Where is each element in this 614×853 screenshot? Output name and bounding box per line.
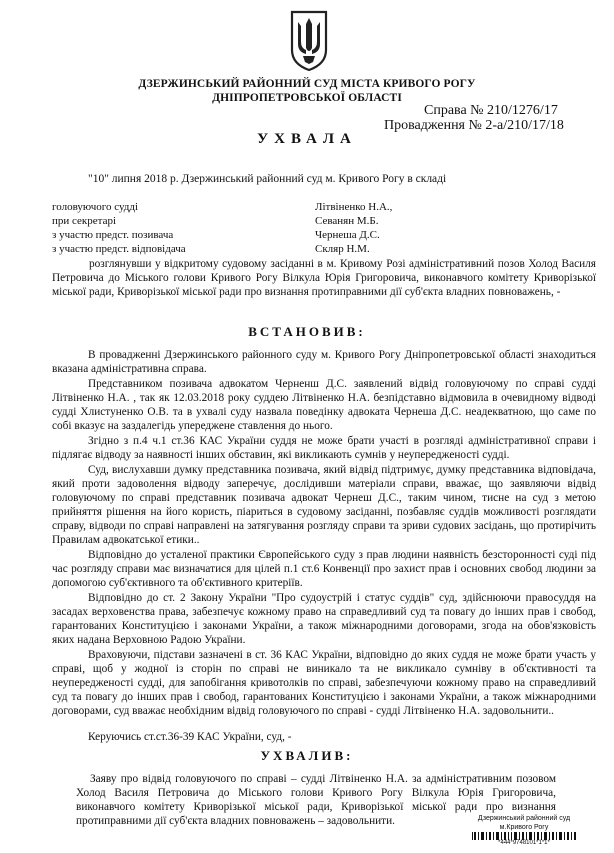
case-number: Справа № 210/1276/17: [424, 103, 558, 118]
court-name-line1: ДЗЕРЖИНСЬКИЙ РАЙОННИЙ СУД МІСТА КРИВОГО РОГУ: [138, 78, 476, 90]
stamp-line2: м.Кривого Рогу: [499, 823, 549, 831]
coat-of-arms-icon: [289, 10, 329, 72]
composition-name: Севанян М.Б.: [315, 215, 379, 227]
document-title: УХВАЛА: [257, 131, 357, 147]
registry-stamp: [470, 815, 578, 832]
date-line: "10" липня 2018 р. Дзержинський районний суд м. Кривого Рогу в складі: [88, 173, 447, 185]
ruling-paragraph: Заяву про відвід головуючого по справі – судді Літвіненко Н.А. за адміністративним позовом Холод Василя Петровича до Міського голови Кривого Рогу Вілкула Юрія Григоровича, виконавчого комітету Криворізької міської ради, Криворізької міської ради про визнання протиправними дії суб'єкта владних повноважень – задовольнити.: [76, 773, 556, 828]
paragraph-2: Представником позивача адвокатом Черненш Д.С. заявлений відвід головуючому по справі судді Літвіненко Н.А. , так як 12.03.2018 року суддею Літвіненко Н.А. безпідставно відмовила в очевидному відводі судді Хлистуненко О.В. та в ухвалі суду назвала поведінку адвоката Чернеша Д.С. неадекватною, що саме по собі вказує на заздалегідь упереджене ставлення до нього.: [52, 378, 596, 433]
composition-role: головуючого судді: [52, 201, 139, 213]
composition-name: Літвіненко Н.А.,: [315, 201, 393, 213]
composition-name: Чернеша Д.С.: [315, 229, 380, 241]
paragraph-6: Відповідно до ст. 2 Закону України "Про судоустрій і статус суддів" суд, здійснюючи правосуддя на засадах верховенства права, забезпечує кожному право на справедливий суд та повагу до інших прав і свобод, гарантованих Конституцією і законами України, а також міжнародними договорами, згода на обов'язковість яких надана Верховною Радою України.: [52, 592, 596, 647]
proceeding-number: Провадження № 2-а/210/17/18: [384, 118, 564, 133]
stamp-line1: Дзержинський районний суд: [477, 815, 571, 822]
barcode-number: *444*9748101*1*1*: [498, 840, 550, 846]
intro-paragraph: розглянувши у відкритому судовому засіданні в м. Кривому Розі адміністративний позов Холод Василя Петровича до Міського голови Кривого Рогу Вілкула Юрія Григоровича, виконавчого комітету Криворізької міської ради, Криворізької міської ради про визнання протиправними дії суб'єкта владних повноважень, -: [52, 258, 596, 299]
paragraph-5: Відповідно до усталеної практики Європейського суду з прав людини наявність безсторонності суді під час розгляду справи має визначатися для цілей п.1 ст.6 Конвенції про захист прав і основних свобод людини за допомогою суб'єктивного та об'єктивного критеріїв.: [52, 549, 596, 590]
composition-role: з участю предст. позивача: [52, 229, 174, 241]
court-name-line2: ДНІПРОПЕТРОВСЬКОЇ ОБЛАСТІ: [212, 92, 402, 104]
paragraph-1: В провадженні Дзержинського районного суду м. Кривого Рогу Дніпропетровської області знаходиться вказана адміністративна справа.: [52, 349, 596, 376]
composition-role: з участю предст. відповідача: [52, 243, 186, 255]
paragraph-4: Суд, вислухавши думку представника позивача, який відвід підтримує, думку представника відповідача, який проти задоволення відводу заперечує, дослідивши матеріали справи, вважає, що заявляючи відвід головуючому по справі представник позивача адвокат Чернеш Д.С., таким чином, тисне на суд з метою прийняття рішення на його користь, піариться в судовому засіданні, позбавляє суддів можливості розглядати справу, відводи по справі направлені на затягування розгляду справи та зриви судових засідань, що протирічить Правилам адвокатської етики..: [52, 464, 596, 547]
ruled-heading: УХВАЛИВ:: [260, 748, 354, 763]
established-heading: ВСТАНОВИВ:: [248, 324, 366, 339]
paragraph-8: Керуючись ст.ст.36-39 КАС України, суд, -: [88, 731, 292, 743]
composition-name: Скляр Н.М.: [315, 243, 370, 255]
paragraph-7: Враховуючи, підстави зазначені в ст. 36 КАС України, відповідно до яких суддя не може брати участь у справі, щоб у жодної із сторін по справі не виникало та не викликало сумніву в об'єктивності та неупередженості судді, для запобігання кривотолків по справі, забезпечуючи кожному право на справедливий суд та повагу до інших прав і свобод, гарантованих Конституцією і законами України, а також міжнародними договорами, суд вважає необхідним відвід головуючого по справі - судді Літвіненко Н.А. задовольнити..: [52, 649, 596, 718]
paragraph-3: Згідно з п.4 ч.1 ст.36 КАС України суддя не може брати участі в розгляді адміністративної справи і підлягає відводу за наявності інших обставин, які викликають сумнів у неупередженості судді.: [52, 435, 596, 462]
composition-role: при секретарі: [52, 215, 117, 227]
barcode-icon: [470, 832, 578, 840]
